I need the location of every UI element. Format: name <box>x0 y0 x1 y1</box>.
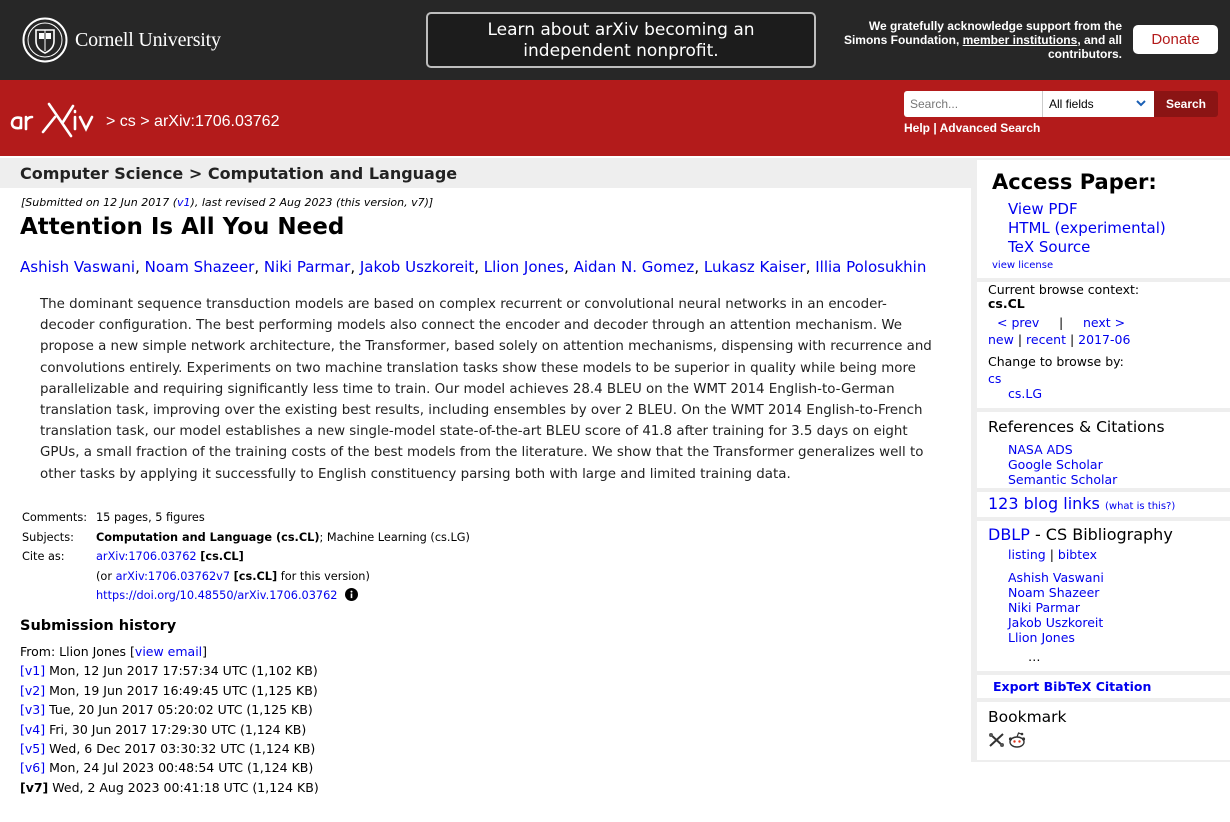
cornell-seal-icon[interactable] <box>22 17 68 63</box>
history-from-text-b: ] <box>202 644 208 659</box>
history-version <box>20 739 319 758</box>
empty-label <box>22 567 96 587</box>
subject-title: Computer Science > Computation and Language <box>20 164 458 183</box>
dblp-options <box>1008 547 1097 562</box>
breadcrumb-sep: > <box>140 113 150 130</box>
html-experimental-link[interactable]: HTML (experimental) <box>1008 219 1166 237</box>
browse-context-box <box>977 282 1230 408</box>
version-link[interactable]: [v4] <box>20 721 46 737</box>
dateline-text-b: ), last revised 2 Aug 2023 (this version, v7)] <box>190 196 434 209</box>
bookmark-title: Bookmark <box>988 708 1067 726</box>
cite-row <box>22 547 470 567</box>
secondary-subjects: ; Machine Learning (cs.LG) <box>319 530 470 544</box>
blog-links-box <box>977 492 1230 517</box>
submission-history-title: Submission history <box>20 618 177 634</box>
bookmark-box <box>977 702 1230 760</box>
abstract-line: decoder configuration. The best performing models also connect the encoder and decoder through an attention mechanism. We <box>40 318 903 334</box>
browse-cs-link[interactable]: cs <box>988 371 1002 386</box>
history-from-text-a: From: Llion Jones [ <box>20 644 135 659</box>
chevron-down-icon <box>1136 100 1146 107</box>
abstract-line: The dominant sequence transduction models are based on complex recurrent or convolutional neural networks in an encoder- <box>40 297 887 312</box>
dblp-subtitle: - CS Bibliography <box>1029 525 1173 544</box>
month-link[interactable]: 2017-06 <box>1078 332 1131 347</box>
support-text-b: , and all <box>1077 33 1122 47</box>
banner-line-1: Learn about arXiv becoming an <box>487 20 755 40</box>
abstract-line: other tasks by applying it successfully to English constituency parsing both with large and limited training data. <box>40 466 791 482</box>
paper-title: Attention Is All You Need <box>20 214 345 240</box>
author-link[interactable]: Niki Parmar <box>263 258 351 276</box>
prev-link[interactable]: < prev <box>997 315 1040 330</box>
dblp-link[interactable]: DBLP <box>988 525 1030 544</box>
breadcrumb <box>106 113 279 131</box>
abstract-line: translation task, improving over the existing best results, including ensembles by over 2 BLEU. On the WMT 2014 English-to-French <box>40 403 923 419</box>
version-detail: Wed, 2 Aug 2023 00:41:18 UTC (1,124 KB) <box>48 779 319 795</box>
cite-version-row <box>22 567 470 587</box>
history-version-current <box>20 778 319 797</box>
dblp-title <box>988 525 1173 544</box>
cite2-text-b: for this version) <box>277 569 370 583</box>
abstract-line: GPUs, a small fraction of the training costs of the best models from the literature. We show that the Transformer generalizes well to <box>40 445 924 461</box>
listing-link[interactable]: listing <box>1008 547 1046 562</box>
dblp-author-link[interactable]: Llion Jones <box>1008 630 1075 645</box>
advanced-search-link[interactable]: Advanced Search <box>939 121 1041 135</box>
cite-version-value <box>96 567 370 587</box>
version-detail: Tue, 20 Jun 2017 05:20:02 UTC (1,125 KB) <box>45 702 313 718</box>
separator: | <box>1049 547 1054 562</box>
history-version <box>20 720 319 739</box>
version-detail: Wed, 6 Dec 2017 03:30:32 UTC (1,124 KB) <box>45 741 316 757</box>
comments-value: 15 pages, 5 figures <box>96 511 205 524</box>
browse-options <box>988 332 1130 347</box>
dblp-author-link[interactable]: Niki Parmar <box>1008 600 1081 615</box>
empty-label <box>22 586 96 606</box>
doi-link[interactable]: https://doi.org/10.48550/arXiv.1706.03762 <box>96 589 338 603</box>
breadcrumb-paper-id[interactable]: arXiv:1706.03762 <box>154 113 280 130</box>
help-links <box>904 121 1040 135</box>
export-citation-box <box>977 675 1230 698</box>
info-icon[interactable] <box>345 588 358 601</box>
donate-button[interactable]: Donate <box>1133 25 1218 54</box>
doi-row <box>22 586 470 606</box>
version-detail: Mon, 24 Jul 2023 00:48:54 UTC (1,124 KB) <box>45 760 314 776</box>
version-detail: Mon, 12 Jun 2017 17:57:34 UTC (1,102 KB) <box>45 663 318 679</box>
dateline-text-a: [Submitted on 12 Jun 2017 ( <box>21 196 178 209</box>
banner-line-2: independent nonprofit. <box>523 41 719 61</box>
google-scholar-link[interactable]: Google Scholar <box>1008 457 1103 472</box>
help-link[interactable]: Help <box>904 121 931 135</box>
version-link[interactable]: [v6] <box>20 760 46 776</box>
what-is-this-link[interactable]: (what is this?) <box>1104 501 1176 512</box>
dblp-author-link[interactable]: Jakob Uszkoreit <box>1008 615 1104 630</box>
author-link[interactable]: Aidan N. Gomez <box>573 258 695 276</box>
abstract-line: convolutions entirely. Experiments on two machine translation tasks show these models to be superior in quality while being more <box>40 360 916 376</box>
tex-source-link[interactable]: TeX Source <box>1008 238 1091 256</box>
access-paper-title: Access Paper: <box>992 170 1157 194</box>
author-link[interactable]: Illia Polosukhin <box>815 258 927 276</box>
change-browse-label: Change to browse by: <box>988 354 1124 369</box>
export-bibtex-link[interactable]: Export BibTeX Citation <box>993 679 1152 694</box>
abstract-line: parallelizable and requiring significantly less time to train. Our model achieves 28.4 BLEU on the WMT 2014 English-to-German <box>40 381 895 397</box>
version-detail: Fri, 30 Jun 2017 17:29:30 UTC (1,124 KB) <box>45 721 307 737</box>
more-authors-ellipsis: … <box>1028 649 1041 664</box>
comments-row <box>22 508 470 528</box>
search-button[interactable]: Search <box>1154 91 1218 117</box>
search-field-select[interactable] <box>1042 91 1154 117</box>
blog-links-row <box>988 494 1175 513</box>
browse-context-value: cs.CL <box>988 296 1025 311</box>
next-link[interactable]: next > <box>1083 315 1126 330</box>
support-line-3: contributors. <box>1048 47 1122 61</box>
browse-cs-lg-link[interactable]: cs.LG <box>1008 386 1043 401</box>
current-version-tag: [v7] <box>20 779 49 795</box>
primary-subject: Computation and Language (cs.CL) <box>96 530 320 544</box>
separator: | <box>1069 332 1075 347</box>
member-institutions-link[interactable]: member institutions <box>962 33 1078 47</box>
view-license-link[interactable]: view license <box>992 260 1054 271</box>
support-line-1: We gratefully acknowledge support from the <box>868 19 1122 33</box>
references-citations-box <box>977 412 1230 488</box>
search-field-value: All fields <box>1049 97 1094 111</box>
author-link[interactable]: Ashish Vaswani <box>20 258 136 276</box>
support-acknowledgement <box>826 19 1122 61</box>
dblp-box <box>977 521 1230 671</box>
arxiv-logo[interactable] <box>9 100 101 140</box>
search-input[interactable]: Search... <box>904 91 1042 117</box>
abstract-line: translation task, our model establishes a new single-model state-of-the-art BLEU score of 41.8 after training for 3.5 days on eight <box>40 424 908 440</box>
version-link[interactable]: [v3] <box>20 702 46 718</box>
dblp-author-link[interactable]: Ashish Vaswani <box>1008 570 1104 585</box>
help-separator: | <box>933 121 937 135</box>
version-detail: Mon, 19 Jun 2017 16:49:45 UTC (1,125 KB) <box>45 682 318 698</box>
dateline-v1-link[interactable]: v1 <box>177 196 191 209</box>
version-link[interactable]: [v5] <box>20 741 46 757</box>
author-link[interactable]: Jakob Uszkoreit <box>359 258 475 276</box>
cornell-university-link[interactable]: Cornell University <box>75 29 221 51</box>
subjects-label: Subjects: <box>22 530 74 544</box>
version-link[interactable]: [v1] <box>20 663 46 679</box>
abstract <box>40 294 935 485</box>
prev-next-separator: | <box>1059 315 1064 330</box>
view-email-link[interactable]: view email <box>134 644 203 659</box>
nonprofit-banner[interactable] <box>426 12 816 68</box>
cite-tag: [cs.CL] <box>200 550 244 564</box>
browse-context-label: Current browse context: <box>988 282 1140 297</box>
cite-value <box>96 547 244 567</box>
author-list: Ashish Vaswani, Noam Shazeer, Niki Parmar, Jakob Uszkoreit, Llion Jones, Aidan N. Gomez, Lukasz Kaiser, Illia Polosukhin <box>20 258 927 276</box>
breadcrumb-cs[interactable]: cs <box>119 113 136 130</box>
comments-label: Comments: <box>22 511 88 524</box>
new-link[interactable]: new <box>988 332 1014 347</box>
history-version <box>20 681 319 700</box>
view-pdf-link[interactable]: View PDF <box>1008 200 1078 218</box>
cite-label: Cite as: <box>22 550 65 564</box>
cite-version-link[interactable]: arXiv:1706.03762v7 <box>115 569 231 583</box>
metadata-table <box>22 508 470 606</box>
blog-links-link[interactable]: 123 blog links <box>988 494 1100 513</box>
breadcrumb-sep: > <box>106 113 116 130</box>
dblp-author-link[interactable]: Noam Shazeer <box>1008 585 1100 600</box>
doi-value <box>96 586 358 606</box>
separator: | <box>1017 332 1023 347</box>
bibtex-link[interactable]: bibtex <box>1057 547 1098 562</box>
subjects-row <box>22 528 470 548</box>
abstract-line: propose a new simple network architecture, the Transformer, based solely on attention mechanisms, dispensing with recurrence and <box>40 339 932 355</box>
reddit-icon[interactable] <box>1008 731 1026 748</box>
subjects-value <box>96 528 470 548</box>
history-version <box>20 758 319 777</box>
nasa-ads-link[interactable]: NASA ADS <box>1008 442 1073 457</box>
history-from <box>20 642 319 661</box>
author-link[interactable]: Noam Shazeer <box>144 258 255 276</box>
history-version <box>20 661 319 680</box>
cite2-text-a: (or <box>96 569 116 583</box>
history-version <box>20 700 319 719</box>
semantic-scholar-link[interactable]: Semantic Scholar <box>1008 472 1118 487</box>
references-title: References & Citations <box>988 418 1165 436</box>
author-link[interactable]: Llion Jones <box>483 258 565 276</box>
author-link[interactable]: Lukasz Kaiser <box>703 258 806 276</box>
recent-link[interactable]: recent <box>1026 332 1066 347</box>
cite2-tag: [cs.CL] <box>233 569 278 583</box>
bibsonomy-icon[interactable] <box>988 732 1005 748</box>
support-text-a: Simons Foundation, <box>843 33 963 47</box>
submission-dateline <box>21 196 433 209</box>
access-paper-box <box>977 160 1230 278</box>
support-line-2 <box>826 33 1122 47</box>
cite-link[interactable]: arXiv:1706.03762 <box>96 550 197 564</box>
version-link[interactable]: [v2] <box>20 682 46 698</box>
submission-history <box>20 642 319 797</box>
